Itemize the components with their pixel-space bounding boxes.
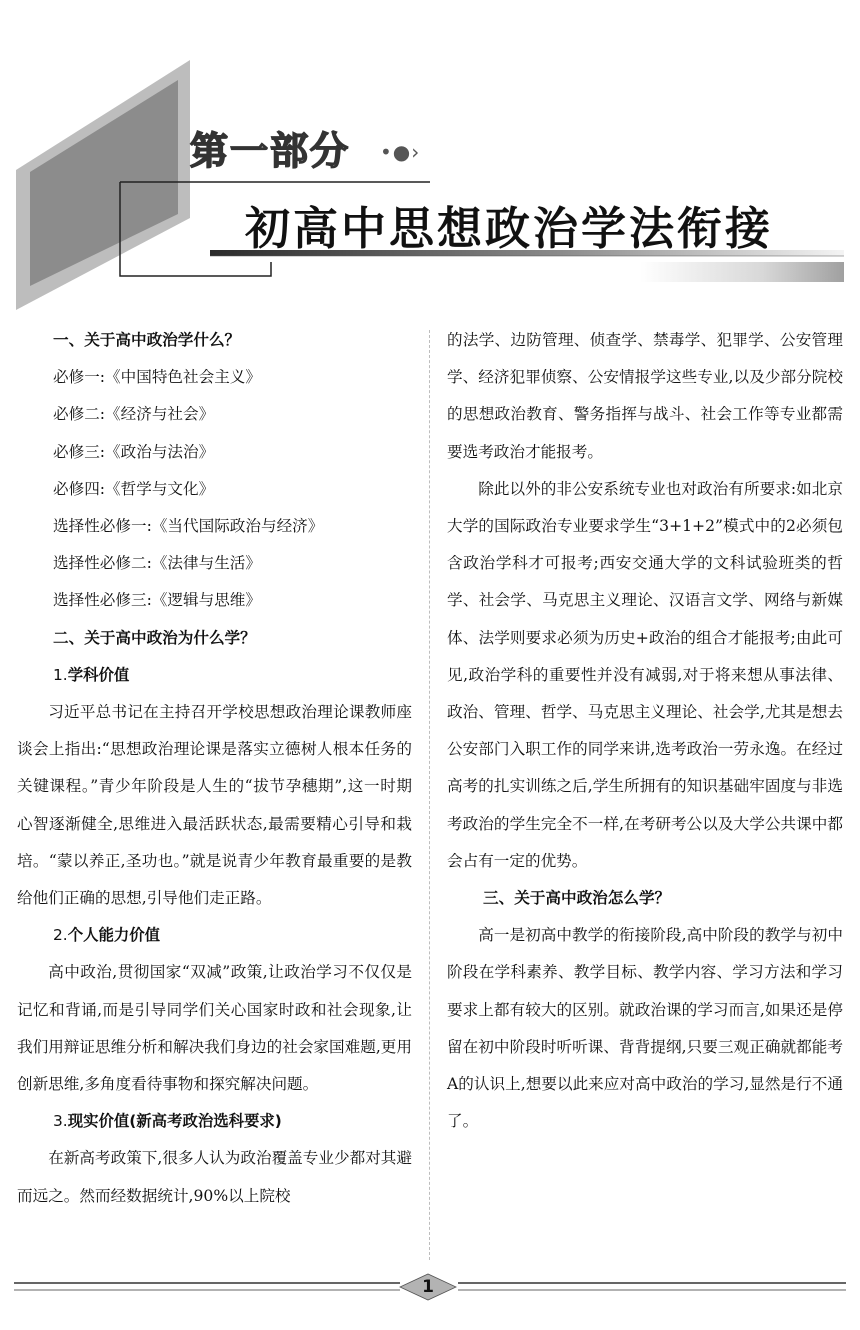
header-decoration — [0, 0, 860, 320]
right-column — [447, 322, 843, 1140]
course-item: 必修二:《经济与社会》 — [53, 405, 215, 424]
paragraph: 高一是初高中教学的衔接阶段,高中阶段的教学与初中阶段在学科素养、教学目标、教学内容、学习方法和学习要求上都有较大的区别。就政治课的学习而言,如果还是停留在初中阶段时听听课、背背提纲,只要三观正确就都能考A的认识上,想要以此来应对高中政治的学习,显然是行不通了。 — [447, 926, 843, 1131]
page-number: 1 — [422, 1277, 434, 1297]
subsection-title: 学科价值 — [67, 665, 130, 684]
subsection-number: 3. — [53, 1112, 68, 1131]
section-heading: 三、关于高中政治怎么学？ — [483, 889, 671, 908]
column-divider — [429, 330, 430, 1260]
course-item: 选择性必修二:《法律与生活》 — [53, 554, 261, 573]
subsection-title: 现实价值(新高考政治选科要求) — [67, 1112, 282, 1131]
course-item: 选择性必修三:《逻辑与思维》 — [53, 591, 261, 610]
part-label: 第一部分 — [190, 129, 351, 173]
subsection-number: 1. — [53, 665, 68, 684]
paragraph: 除此以外的非公安系统专业也对政治有所要求:如北京大学的国际政治专业要求学生“3+1+2”模式中的2必须包含政治学科才可报考;西安交通大学的文科试验班类的哲学、社会学、马克思主义理论、汉语言文学、网络与新媒体、法学则要求必须为历史+政治的组合才能报考;由此可见,政治学科的重要性并没有减弱,对于将来想从事法律、政治、管理、哲学、马克思主义理论、社会学,尤其是想去公安部门入职工作的同学来讲,选考政治一劳永逸。在经过高考的扎实训练之后,学生所拥有的知识基础牢固度与非选考政治的学生完全不一样,在考研考公以及大学公共课中都会占有一定的优势。 — [447, 479, 843, 870]
paragraph: 习近平总书记在主持召开学校思想政治理论课教师座谈会上指出:“思想政治理论课是落实立德树人根本任务的关键课程。”青少年阶段是人生的“拔节孕穗期”,这一时期心智逐渐健全,思维进入最活跃状态,最需要精心引导和栽培。“蒙以养正,圣功也。”就是说青少年教育最重要的是教给他们正确的思想,引导他们走正路。 — [17, 703, 412, 908]
subsection-title: 个人能力价值 — [67, 926, 161, 945]
paragraph: 高中政治,贯彻国家“双减”政策,让政治学习不仅仅是记忆和背诵,而是引导同学们关心国家时政和社会现象,让我们用辩证思维分析和解决我们身边的社会家国难题,更用创新思维,多角度看待事物和探究解决问题。 — [17, 963, 412, 1094]
chapter-title: 初高中思想政治学法衔接 — [245, 202, 774, 255]
subsection-heading — [17, 657, 412, 694]
left-column — [17, 322, 412, 1215]
course-item: 必修四:《哲学与文化》 — [53, 479, 215, 498]
paragraph-continued: 的法学、边防管理、侦查学、禁毒学、犯罪学、公安管理学、经济犯罪侦察、公安情报学这些专业,以及少部分院校的思想政治教育、警务指挥与战斗、社会工作等专业都需要选考政治才能报考。 — [447, 331, 843, 461]
course-item: 必修三:《政治与法治》 — [53, 442, 215, 461]
paragraph: 在新高考政策下,很多人认为政治覆盖专业少都对其避而远之。然而经数据统计,90%以上院校 — [17, 1149, 412, 1205]
course-item: 选择性必修一:《当代国际政治与经济》 — [53, 517, 324, 536]
section-heading: 一、关于高中政治学什么？ — [53, 331, 241, 349]
section-heading: 二、关于高中政治为什么学？ — [53, 628, 256, 647]
part-arrow-icon: •●› — [380, 140, 421, 164]
course-item: 必修一:《中国特色社会主义》 — [53, 368, 261, 387]
subsection-heading — [17, 917, 412, 954]
subsection-number: 2. — [53, 926, 68, 945]
subsection-heading — [17, 1103, 412, 1140]
